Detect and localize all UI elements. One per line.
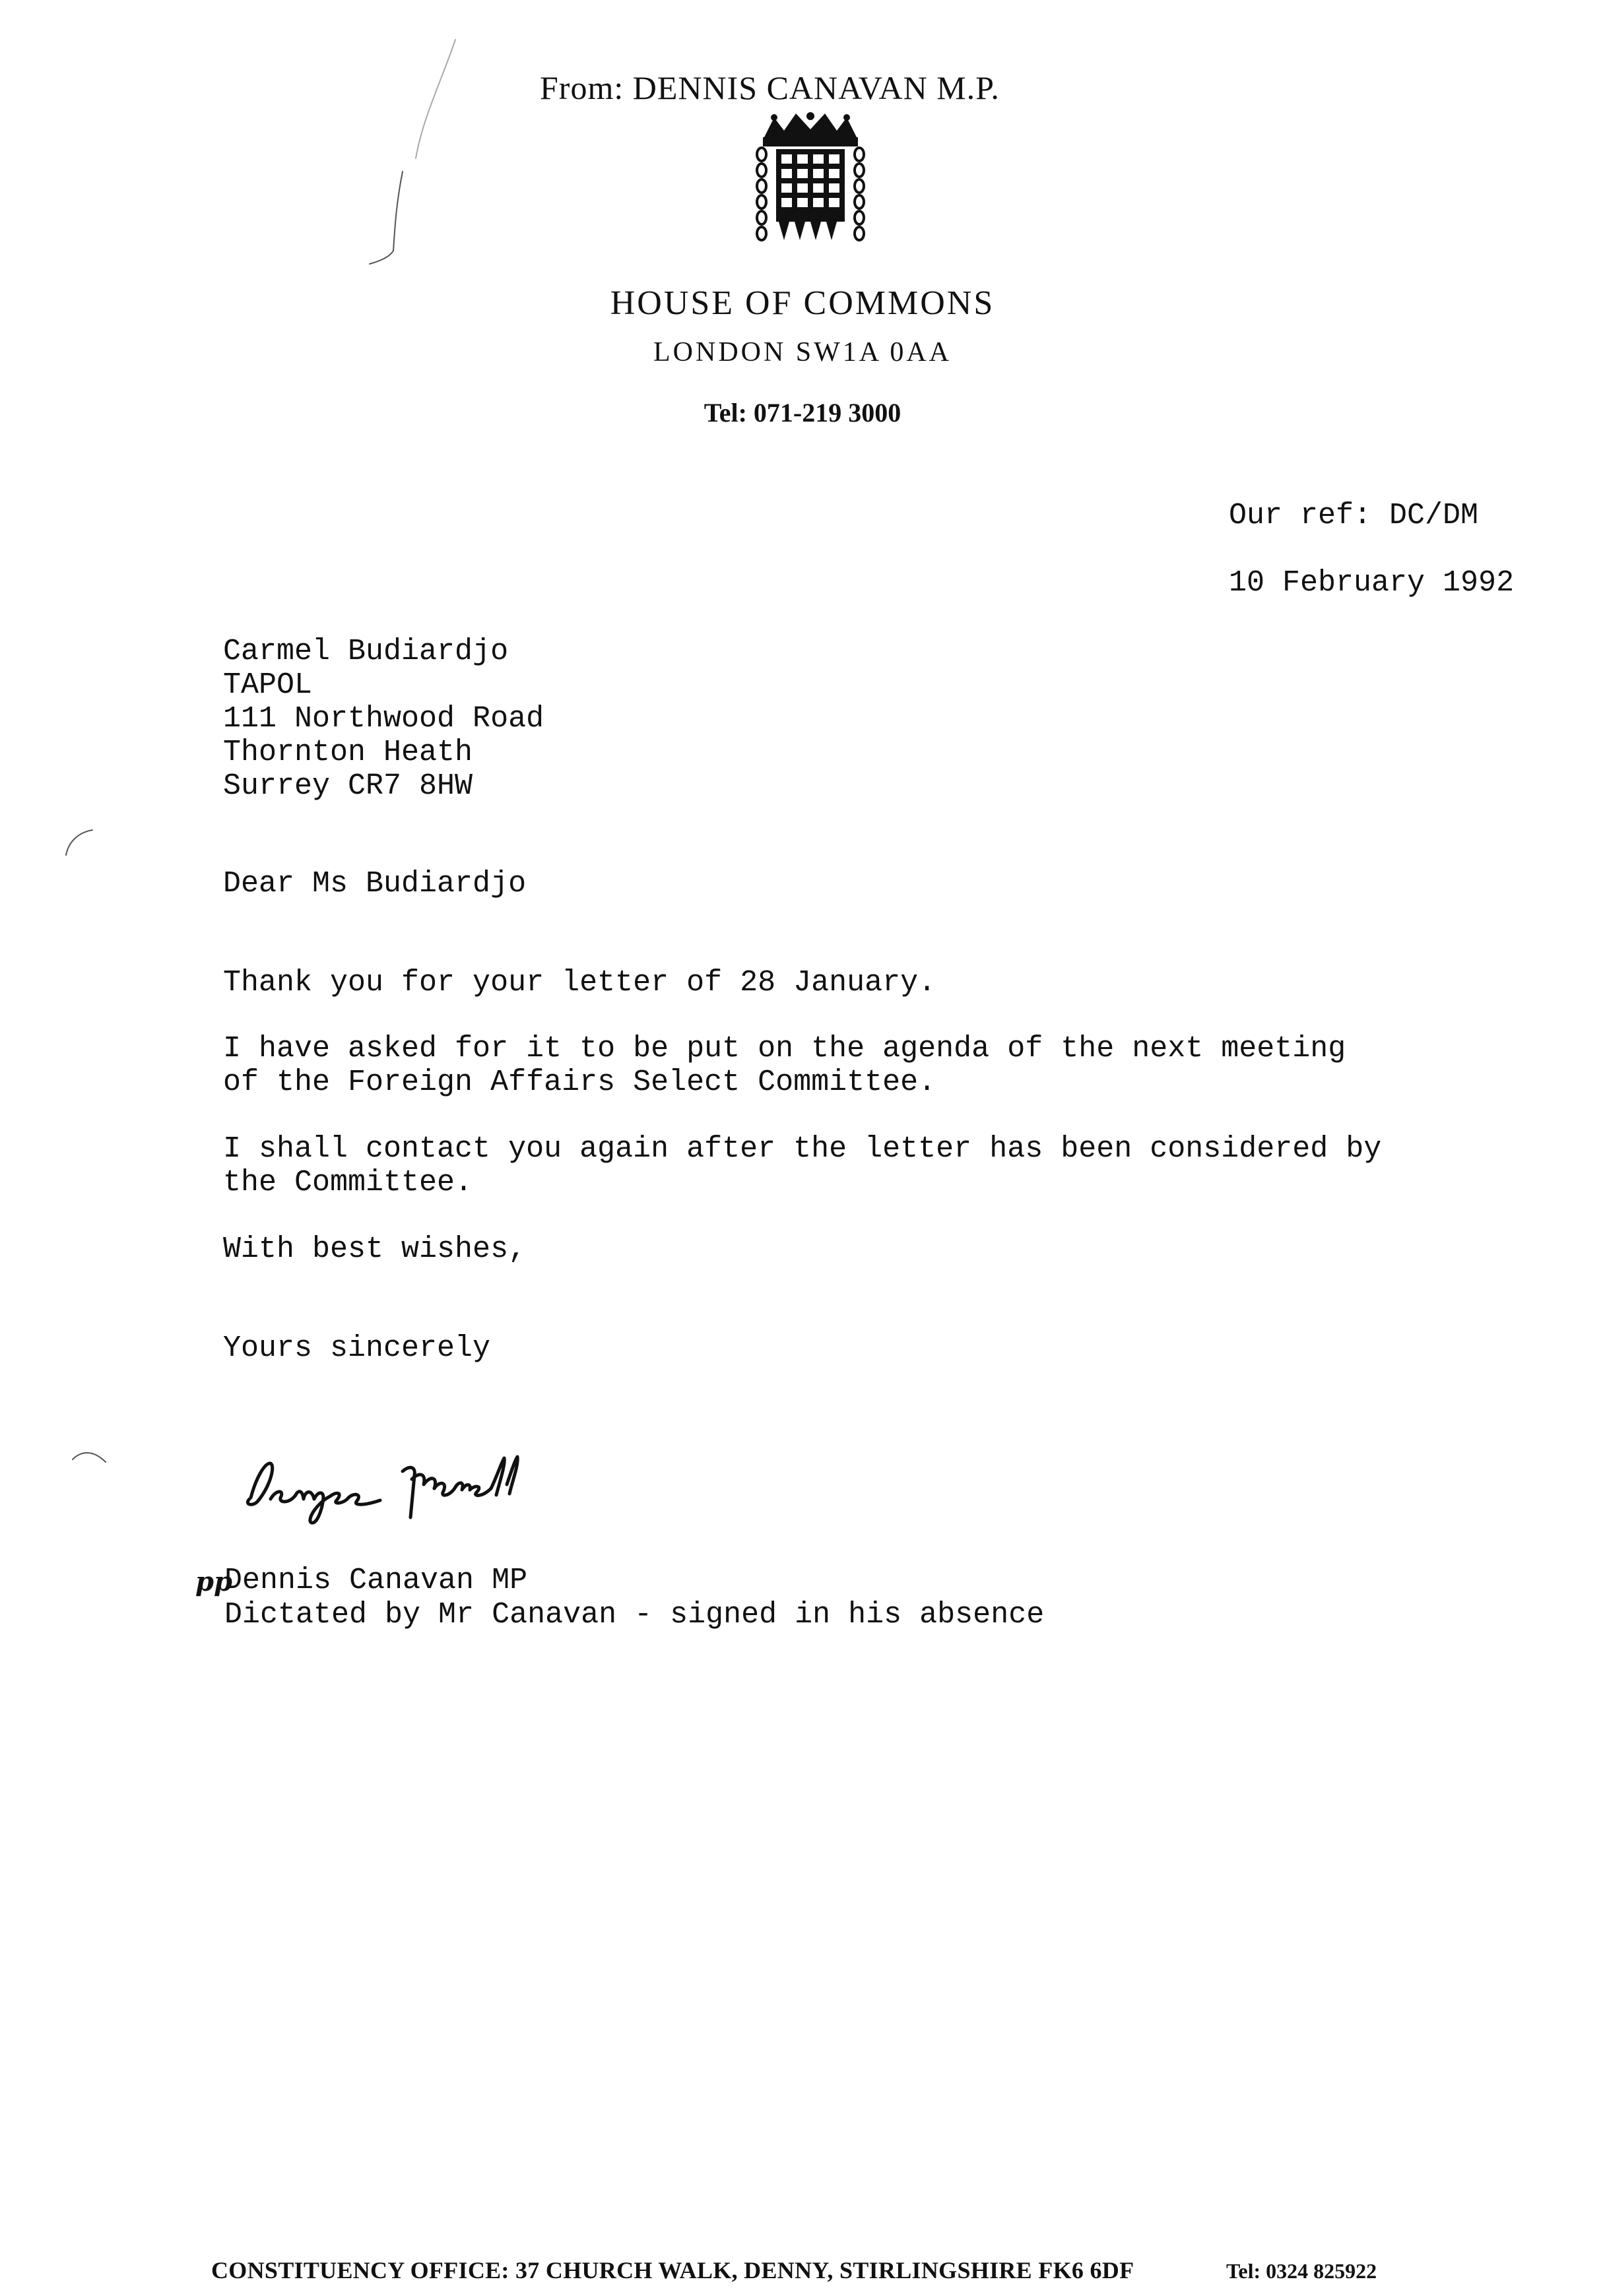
letterhead-telephone: Tel: 071-219 3000 [704,398,901,428]
pp-mark: pp [195,1566,232,1597]
recipient-town: Thornton Heath [223,736,473,769]
recipient-address [223,635,544,803]
closing: Yours sincerely [223,1331,491,1365]
constituency-office-address: CONSTITUENCY OFFICE: 37 CHURCH WALK, DENNY, STIRLINGSHIRE FK6 6DF [211,2257,1134,2283]
constituency-telephone: Tel: 0324 825922 [1226,2259,1377,2283]
signer-name: Dennis Canavan MP [224,1564,528,1597]
letter-date: 10 February 1992 [1229,566,1515,600]
recipient-postcode: Surrey CR7 8HW [223,769,473,803]
sender-line: From: DENNIS CANAVAN M.P. [540,69,1000,106]
dictation-note: Dictated by Mr Canavan - signed in his absence [224,1598,1045,1632]
body-paragraph: I shall contact you again after the letter has been considered by the Committee. [223,1132,1382,1199]
portcullis-icon [744,111,876,249]
salutation: Dear Ms Budiardjo [223,867,527,901]
institution-address: LONDON SW1A 0AA [653,337,952,367]
body-paragraph: I have asked for it to be put on the agenda of the next meeting of the Foreign Affairs Select Committee. [223,1032,1346,1099]
institution-name: HOUSE OF COMMONS [610,284,995,322]
reference-line: Our ref: DC/DM [1229,499,1479,532]
recipient-street: 111 Northwood Road [223,702,544,736]
recipient-organisation: TAPOL [223,668,313,702]
body-paragraph: Thank you for your letter of 28 January. [223,966,936,1000]
handwritten-signature [238,1438,581,1544]
recipient-name: Carmel Budiardjo [223,635,509,668]
body-paragraph: With best wishes, [223,1232,527,1266]
